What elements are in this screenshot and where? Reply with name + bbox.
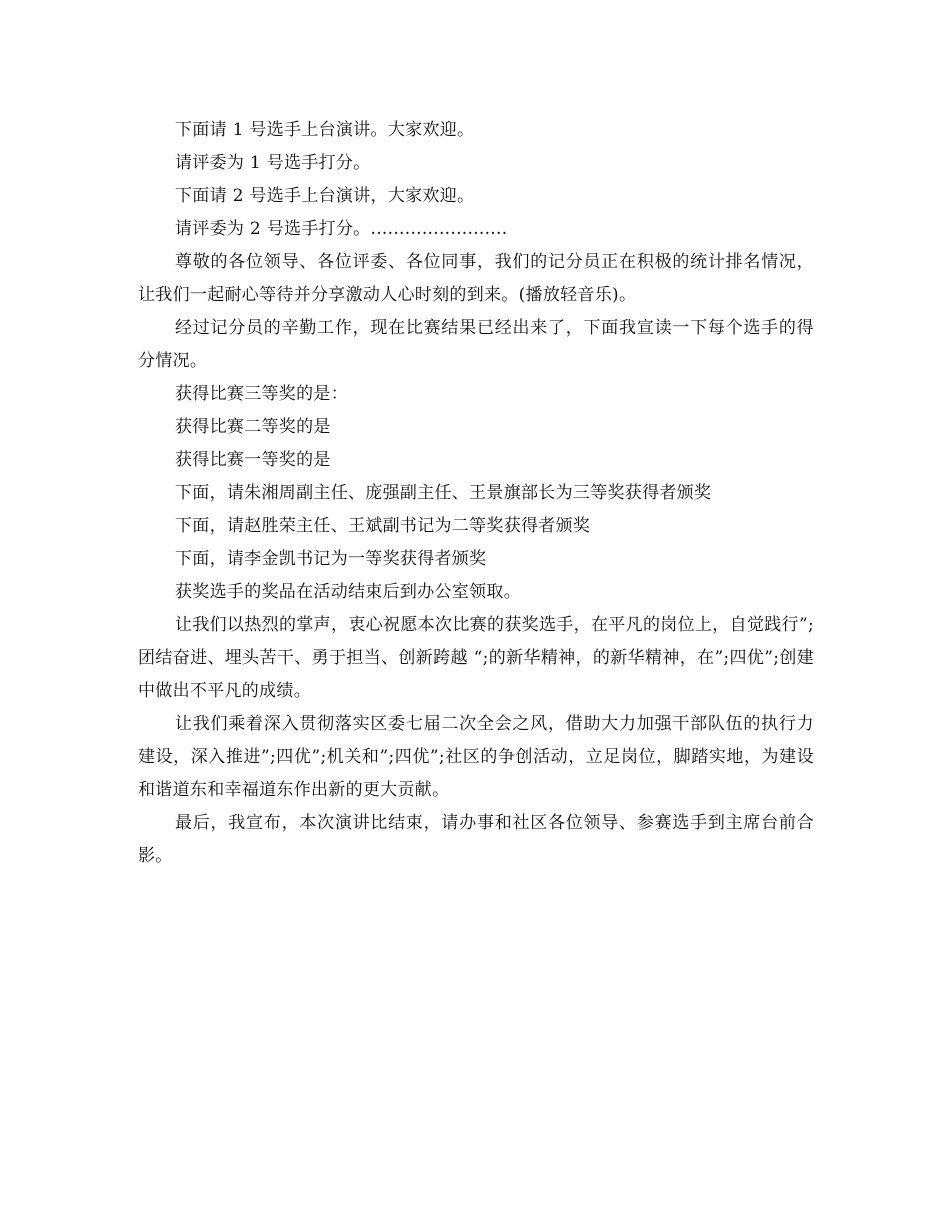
- paragraph: 下面，请朱湘周副主任、庞强副主任、王景旗部长为三等奖获得者颁奖: [175, 483, 712, 503]
- paragraph: 请评委为 2 号选手打分。........................: [175, 219, 508, 239]
- paragraph: 让我们乘着深入贯彻落实区委七届二次全会之风，借助大力加强干部队伍的执行力建设，深入推进”;四优”;机关和”;四优”;社区的争创活动，立足岗位，脚踏实地，为建设和谐道东和幸福道东作出新的更大贡献。: [138, 714, 814, 800]
- paragraph: 获得比赛一等奖的是: [175, 450, 331, 470]
- paragraph: 下面请 2 号选手上台演讲，大家欢迎。: [175, 186, 475, 206]
- paragraph: 下面，请李金凯书记为一等奖获得者颁奖: [175, 549, 487, 569]
- paragraph: 请评委为 1 号选手打分。: [175, 153, 371, 173]
- paragraph: 尊敬的各位领导、各位评委、各位同事，我们的记分员正在积极的统计排名情况，让我们一起耐心等待并分享激动人心时刻的到来。(播放轻音乐)。: [138, 252, 814, 305]
- paragraph: 让我们以热烈的掌声，衷心祝愿本次比赛的获奖选手，在平凡的岗位上，自觉践行”;团结奋进、埋头苦干、勇于担当、创新跨越 “;的新华精神，的新华精神，在”;四优”;创建中做出不平凡的成绩。: [138, 615, 814, 701]
- paragraph: 获奖选手的奖品在活动结束后到办公室领取。: [175, 582, 521, 602]
- paragraph: 获得比赛三等奖的是：: [175, 384, 348, 404]
- paragraph: 下面请 1 号选手上台演讲。大家欢迎。: [175, 120, 475, 140]
- paragraph: 获得比赛二等奖的是: [175, 417, 331, 437]
- paragraph: 经过记分员的辛勤工作，现在比赛结果已经出来了，下面我宣读一下每个选手的得分情况。: [138, 318, 814, 371]
- document-body: [138, 114, 814, 873]
- paragraph: 下面，请赵胜荣主任、王斌副书记为二等奖获得者颁奖: [175, 516, 591, 536]
- paragraph: 最后，我宣布，本次演讲比结束，请办事和社区各位领导、参赛选手到主席台前合影。: [138, 813, 814, 866]
